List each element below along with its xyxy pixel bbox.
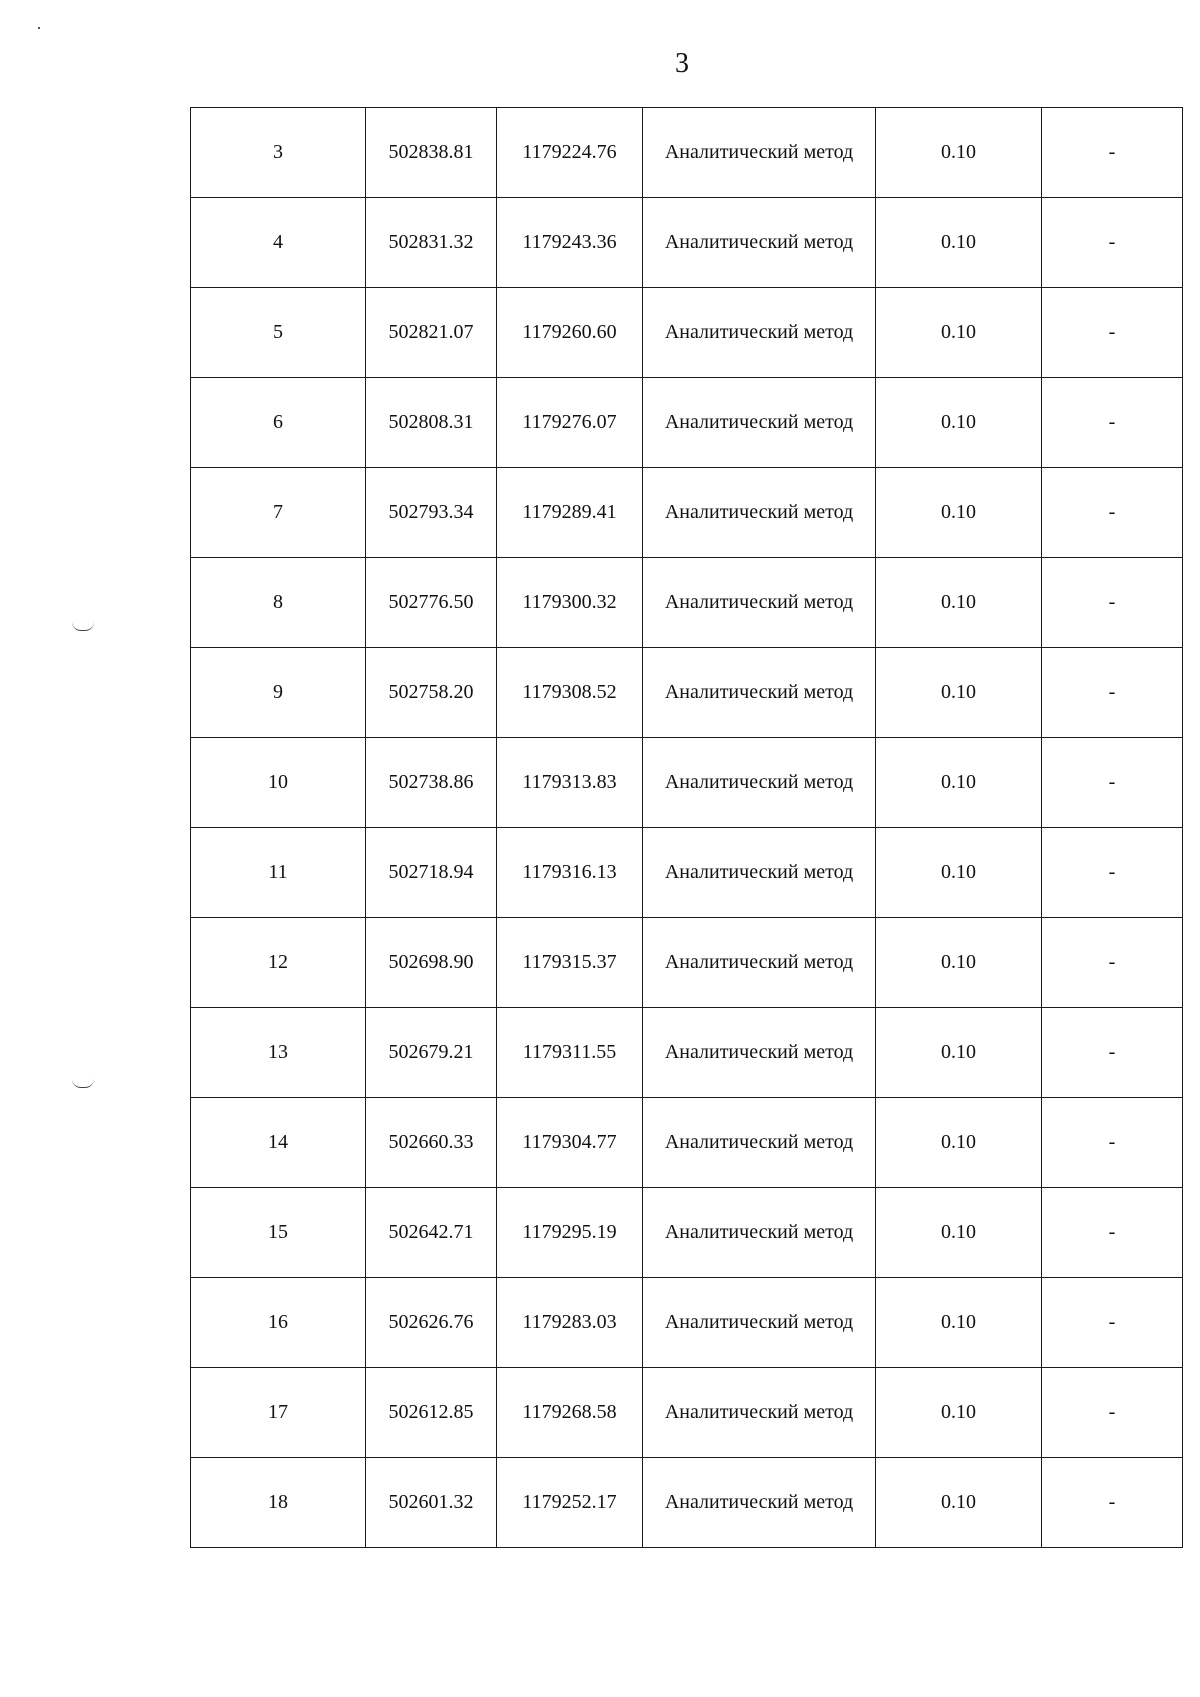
x-coordinate-cell: 502758.20 <box>366 648 497 738</box>
y-coordinate-cell: 1179304.77 <box>497 1098 643 1188</box>
table-row <box>191 468 1183 558</box>
accuracy-cell: 0.10 <box>876 828 1042 918</box>
method-cell: Аналитический метод <box>643 1458 876 1548</box>
x-coordinate-cell: 502660.33 <box>366 1098 497 1188</box>
method-cell: Аналитический метод <box>643 378 876 468</box>
accuracy-cell: 0.10 <box>876 288 1042 378</box>
point-number-cell: 16 <box>191 1278 366 1368</box>
dash-cell: - <box>1042 1098 1183 1188</box>
table-row <box>191 828 1183 918</box>
dash-cell: - <box>1042 828 1183 918</box>
y-coordinate-cell: 1179311.55 <box>497 1008 643 1098</box>
y-coordinate-cell: 1179315.37 <box>497 918 643 1008</box>
scan-mark <box>72 622 94 631</box>
x-coordinate-cell: 502831.32 <box>366 198 497 288</box>
point-number-cell: 15 <box>191 1188 366 1278</box>
y-coordinate-cell: 1179260.60 <box>497 288 643 378</box>
method-cell: Аналитический метод <box>643 648 876 738</box>
x-coordinate-cell: 502612.85 <box>366 1368 497 1458</box>
accuracy-cell: 0.10 <box>876 378 1042 468</box>
method-cell: Аналитический метод <box>643 288 876 378</box>
dash-cell: - <box>1042 558 1183 648</box>
accuracy-cell: 0.10 <box>876 738 1042 828</box>
y-coordinate-cell: 1179283.03 <box>497 1278 643 1368</box>
point-number-cell: 9 <box>191 648 366 738</box>
method-cell: Аналитический метод <box>643 1098 876 1188</box>
point-number-cell: 5 <box>191 288 366 378</box>
point-number-cell: 12 <box>191 918 366 1008</box>
y-coordinate-cell: 1179243.36 <box>497 198 643 288</box>
y-coordinate-cell: 1179224.76 <box>497 108 643 198</box>
y-coordinate-cell: 1179308.52 <box>497 648 643 738</box>
point-number-cell: 13 <box>191 1008 366 1098</box>
dash-cell: - <box>1042 738 1183 828</box>
x-coordinate-cell: 502808.31 <box>366 378 497 468</box>
point-number-cell: 8 <box>191 558 366 648</box>
accuracy-cell: 0.10 <box>876 1188 1042 1278</box>
point-number-cell: 17 <box>191 1368 366 1458</box>
table-row <box>191 288 1183 378</box>
point-number-cell: 14 <box>191 1098 366 1188</box>
y-coordinate-cell: 1179252.17 <box>497 1458 643 1548</box>
accuracy-cell: 0.10 <box>876 558 1042 648</box>
dash-cell: - <box>1042 1188 1183 1278</box>
accuracy-cell: 0.10 <box>876 918 1042 1008</box>
dash-cell: - <box>1042 1008 1183 1098</box>
table-row <box>191 1008 1183 1098</box>
method-cell: Аналитический метод <box>643 1368 876 1458</box>
accuracy-cell: 0.10 <box>876 1098 1042 1188</box>
point-number-cell: 3 <box>191 108 366 198</box>
method-cell: Аналитический метод <box>643 828 876 918</box>
y-coordinate-cell: 1179268.58 <box>497 1368 643 1458</box>
accuracy-cell: 0.10 <box>876 108 1042 198</box>
table-row <box>191 648 1183 738</box>
method-cell: Аналитический метод <box>643 738 876 828</box>
x-coordinate-cell: 502821.07 <box>366 288 497 378</box>
table-row <box>191 558 1183 648</box>
accuracy-cell: 0.10 <box>876 1278 1042 1368</box>
x-coordinate-cell: 502738.86 <box>366 738 497 828</box>
scan-speck <box>38 27 40 29</box>
point-number-cell: 4 <box>191 198 366 288</box>
x-coordinate-cell: 502679.21 <box>366 1008 497 1098</box>
point-number-cell: 11 <box>191 828 366 918</box>
dash-cell: - <box>1042 198 1183 288</box>
point-number-cell: 18 <box>191 1458 366 1548</box>
method-cell: Аналитический метод <box>643 108 876 198</box>
point-number-cell: 6 <box>191 378 366 468</box>
table-row <box>191 1458 1183 1548</box>
table-row <box>191 738 1183 828</box>
x-coordinate-cell: 502626.76 <box>366 1278 497 1368</box>
table-row <box>191 918 1183 1008</box>
dash-cell: - <box>1042 378 1183 468</box>
dash-cell: - <box>1042 918 1183 1008</box>
point-number-cell: 7 <box>191 468 366 558</box>
y-coordinate-cell: 1179276.07 <box>497 378 643 468</box>
accuracy-cell: 0.10 <box>876 1458 1042 1548</box>
dash-cell: - <box>1042 288 1183 378</box>
accuracy-cell: 0.10 <box>876 468 1042 558</box>
accuracy-cell: 0.10 <box>876 1368 1042 1458</box>
method-cell: Аналитический метод <box>643 1008 876 1098</box>
dash-cell: - <box>1042 468 1183 558</box>
table-row <box>191 198 1183 288</box>
method-cell: Аналитический метод <box>643 558 876 648</box>
dash-cell: - <box>1042 648 1183 738</box>
method-cell: Аналитический метод <box>643 198 876 288</box>
table-row <box>191 378 1183 468</box>
x-coordinate-cell: 502776.50 <box>366 558 497 648</box>
point-number-cell: 10 <box>191 738 366 828</box>
method-cell: Аналитический метод <box>643 918 876 1008</box>
y-coordinate-cell: 1179300.32 <box>497 558 643 648</box>
dash-cell: - <box>1042 1458 1183 1548</box>
y-coordinate-cell: 1179313.83 <box>497 738 643 828</box>
table-row <box>191 1188 1183 1278</box>
x-coordinate-cell: 502601.32 <box>366 1458 497 1548</box>
scan-mark <box>72 1079 94 1088</box>
table-row <box>191 1278 1183 1368</box>
accuracy-cell: 0.10 <box>876 1008 1042 1098</box>
x-coordinate-cell: 502698.90 <box>366 918 497 1008</box>
dash-cell: - <box>1042 1278 1183 1368</box>
x-coordinate-cell: 502718.94 <box>366 828 497 918</box>
x-coordinate-cell: 502838.81 <box>366 108 497 198</box>
method-cell: Аналитический метод <box>643 468 876 558</box>
accuracy-cell: 0.10 <box>876 648 1042 738</box>
y-coordinate-cell: 1179295.19 <box>497 1188 643 1278</box>
method-cell: Аналитический метод <box>643 1188 876 1278</box>
x-coordinate-cell: 502793.34 <box>366 468 497 558</box>
table-row <box>191 1368 1183 1458</box>
dash-cell: - <box>1042 108 1183 198</box>
page-number: 3 <box>675 48 689 79</box>
x-coordinate-cell: 502642.71 <box>366 1188 497 1278</box>
table-row <box>191 1098 1183 1188</box>
accuracy-cell: 0.10 <box>876 198 1042 288</box>
coordinates-table <box>190 107 1183 1548</box>
method-cell: Аналитический метод <box>643 1278 876 1368</box>
table-row <box>191 108 1183 198</box>
y-coordinate-cell: 1179316.13 <box>497 828 643 918</box>
table-body <box>191 108 1183 1548</box>
y-coordinate-cell: 1179289.41 <box>497 468 643 558</box>
dash-cell: - <box>1042 1368 1183 1458</box>
